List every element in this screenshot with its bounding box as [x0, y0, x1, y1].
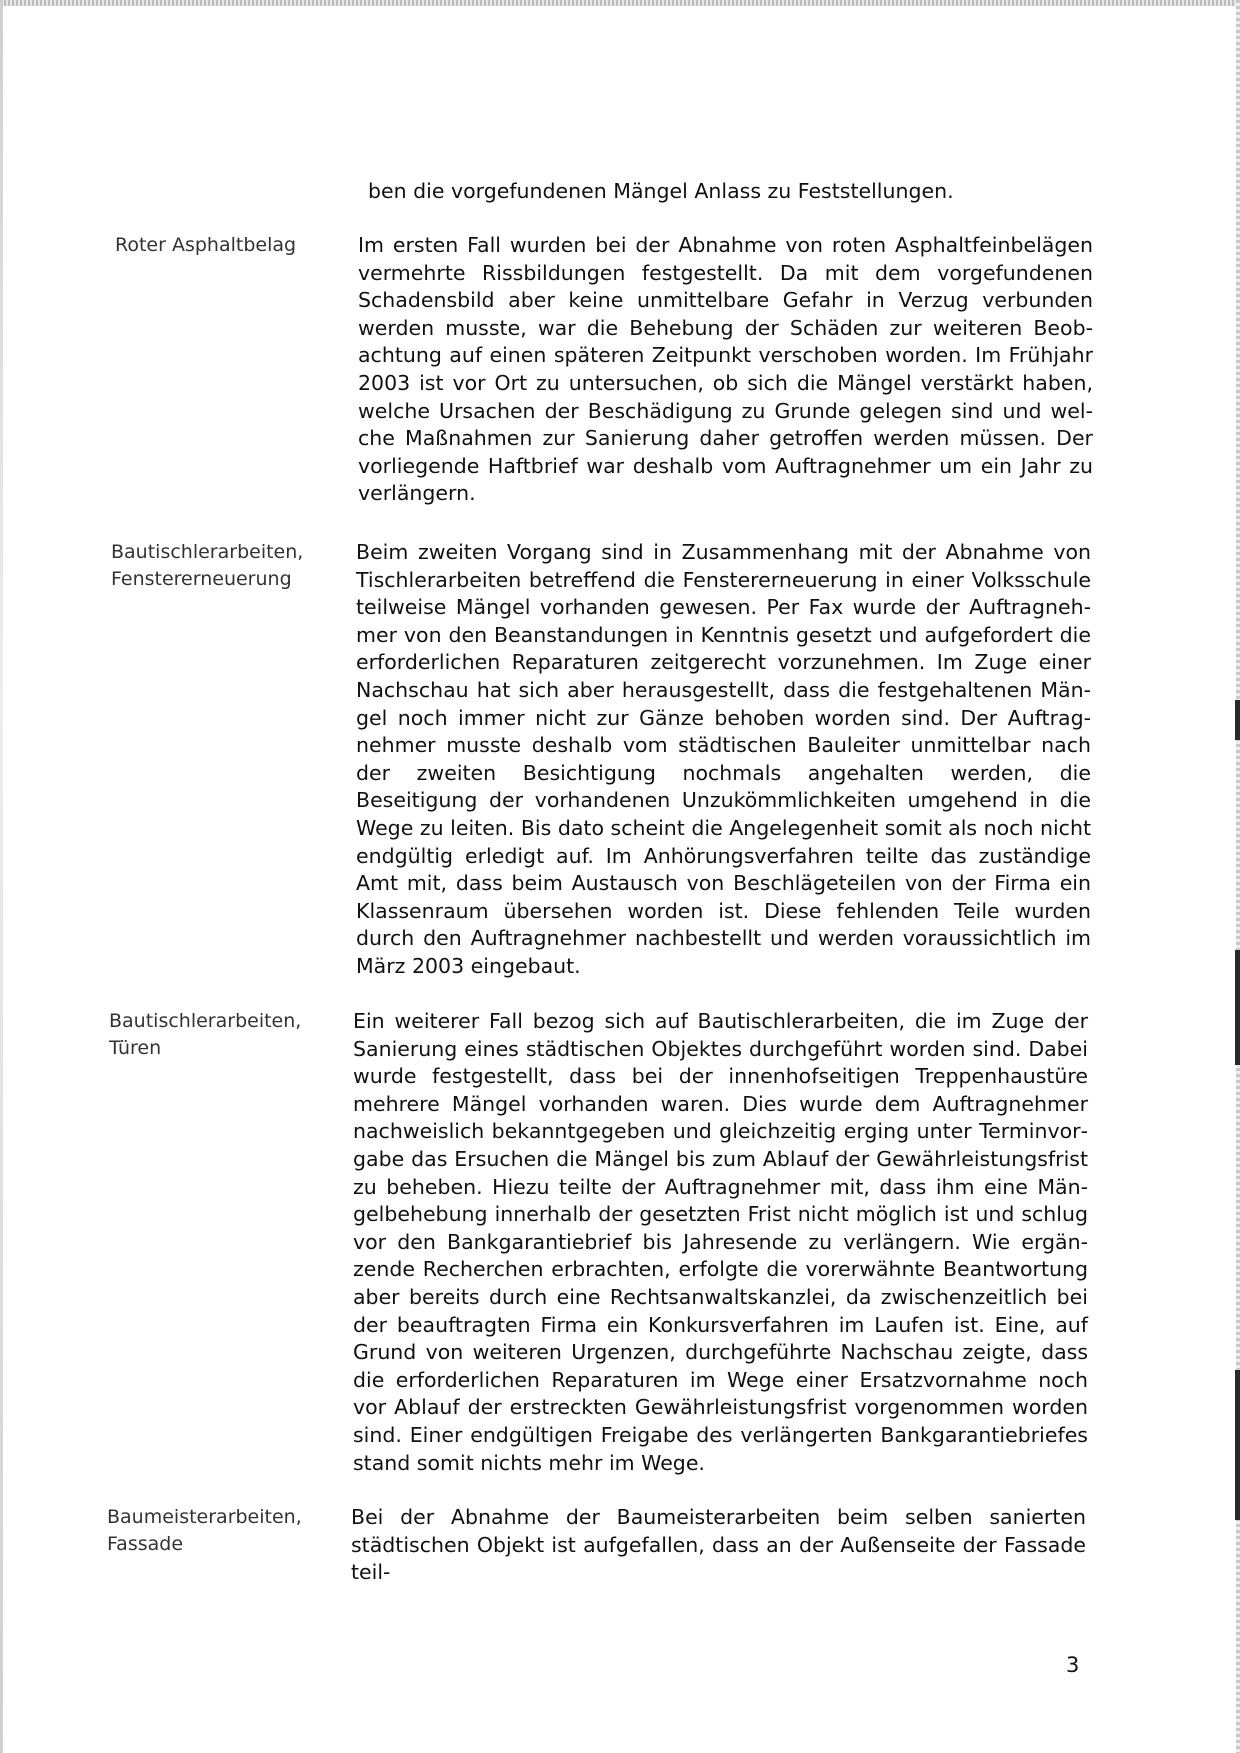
section-paragraph: Ein weiterer Fall bezog sich auf Bautischlerarbeiten, die im Zuge der Sanierung eines städtischen Objektes durchgeführt worden sind. Dabei wurde festgestellt, dass bei der innenhofseitigen Treppenhaustüre mehrere Mängel vorhanden waren. Dies wurde dem Auftragnehmer nachweislich bekanntgegeben und gleichzeitig erging unter Terminvorgabe das Ersuchen die Mängel bis zum Ablauf der Gewährleistungsfrist zu beheben. Hiezu teilte der Auftragnehmer mit, dass ihm eine Mängelbehebung innerhalb der gesetzten Frist nicht möglich ist und schlug vor den Bankgarantiebrief bis Jahresende zu verlängern. Wie ergänzende Recherchen erbrachten, erfolgte die vorerwähnte Beantwortung aber bereits durch eine Rechtsanwaltskanzlei, da zwischenzeitlich bei der beauftragten Firma ein Konkursverfahren im Laufen ist. Eine, auf Grund von weiteren Urgenzen, durchgeführte Nachschau zeigte, dass die erforderlichen Reparaturen im Wege einer Ersatzvornahme noch vor Ablauf der erstreckten Gewährleistungsfrist vorgenommen worden sind. Einer endgültigen Freigabe des verlängerten Bankgarantiebriefes stand somit nichts mehr im Wege.	[353, 1009, 1088, 1475]
scan-mark	[1235, 700, 1240, 740]
section-label: Baumeisterarbeiten, Fassade	[107, 1506, 302, 1555]
page-number: 3	[1066, 1653, 1080, 1677]
scan-edge-top	[0, 0, 1240, 6]
scan-mark	[1235, 950, 1240, 1065]
section-paragraph: Im ersten Fall wurden bei der Abnahme von roten Asphaltfeinbelägen vermehrte Rissbildungen festgestellt. Da mit dem vorgefundenen Schadensbild aber keine unmittelbare Gefahr in Verzug verbunden werden musste, war die Behebung der Schäden zur weiteren Beobachtung auf einen späteren Zeitpunkt verschoben worden. Im Frühjahr 2003 ist vor Ort zu untersuchen, ob sich die Mängel verstärkt haben, welche Ursachen der Beschädigung zu Grunde gelegen sind und welche Maßnahmen zur Sanierung daher getroffen werden müssen. Der vorliegende Haftbrief war deshalb vom Auftragnehmer um ein Jahr zu verlängern.	[358, 233, 1093, 506]
section-paragraph: Beim zweiten Vorgang sind in Zusammenhang mit der Abnahme von Tischlerarbeiten betreffend die Fenstererneuerung in einer Volksschule teilweise Mängel vorhanden gewesen. Per Fax wurde der Auftragnehmer von den Beanstandungen in Kenntnis gesetzt und aufgefordert die erforderlichen Reparaturen zeitgerecht vorzunehmen. Im Zuge einer Nachschau hat sich aber herausgestellt, dass die festgehaltenen Mängel noch immer nicht zur Gänze behoben worden sind. Der Auftragnehmer musste deshalb vom städtischen Bauleiter unmittelbar nach der zweiten Besichtigung nochmals angehalten werden, die Beseitigung der vorhandenen Unzukömmlichkeiten umgehend in die Wege zu leiten. Bis dato scheint die Angelegenheit somit als noch nicht endgültig erledigt auf. Im Anhörungsverfahren teilte das zuständige Amt mit, dass beim Austausch von Beschlägeteilen von der Firma ein Klassenraum übersehen worden ist. Diese fehlenden Teile wurden durch den Auftragnehmer nachbestellt und werden voraussichtlich im März 2003 eingebaut.	[356, 540, 1091, 978]
section-label: Roter Asphaltbelag	[115, 234, 297, 256]
section-label: Bautischlerarbeiten, Fenstererneuerung	[111, 541, 304, 590]
section-paragraph: Bei der Abnahme der Baumeisterarbeiten beim selben sanierten städtischen Objekt ist aufgefallen, dass an der Außenseite der Fassade teil-	[351, 1505, 1086, 1585]
section-label: Bautischlerarbeiten, Türen	[109, 1010, 302, 1059]
continuation-paragraph: ben die vorgefundenen Mängel Anlass zu Feststellungen.	[368, 179, 954, 203]
scan-mark	[1235, 1370, 1240, 1520]
scan-edge-left	[0, 0, 3, 1753]
